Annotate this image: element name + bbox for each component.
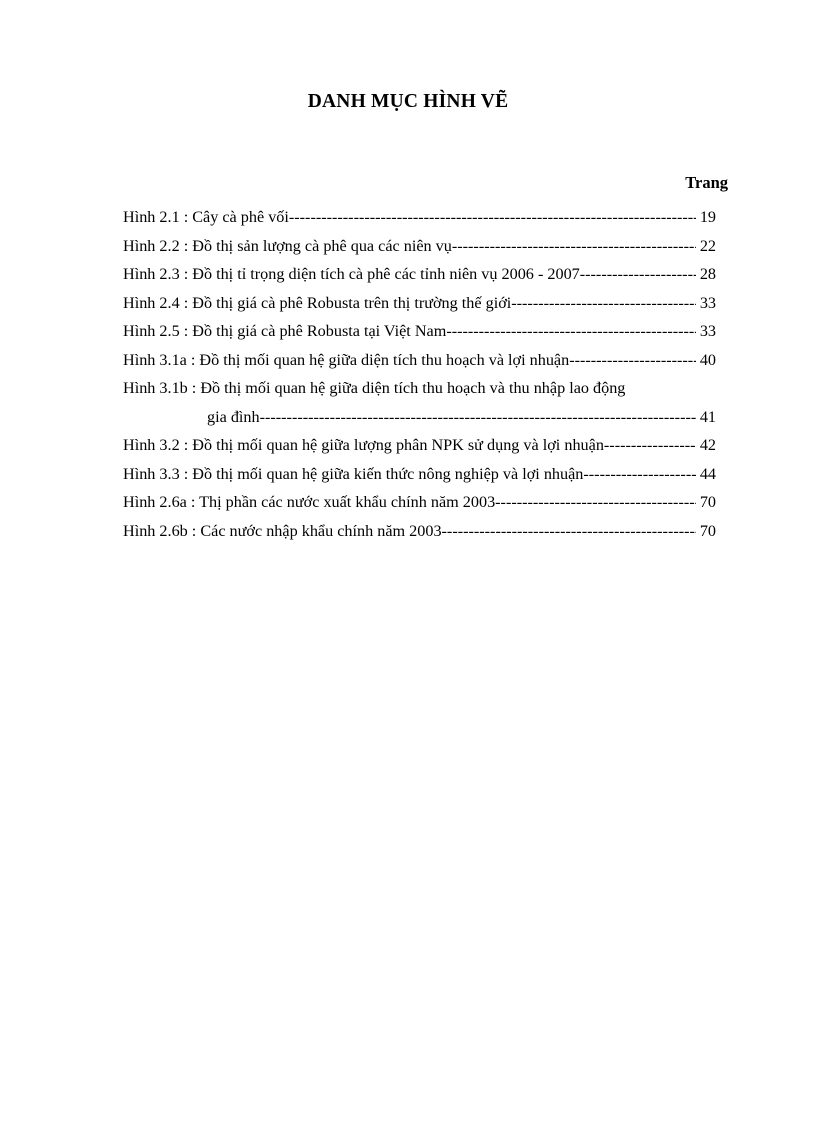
list-item bbox=[123, 264, 716, 293]
dot-leader bbox=[452, 236, 696, 256]
list-item bbox=[123, 464, 716, 493]
entry-title: Hình 2.4 : Đồ thị giá cà phê Robusta trên thị trường thế giới bbox=[123, 293, 512, 312]
entry-title: Hình 2.2 : Đồ thị sản lượng cà phê qua các niên vụ bbox=[123, 236, 452, 255]
entry-page-number: 19 bbox=[699, 208, 716, 226]
dot-leader bbox=[580, 264, 696, 284]
dot-leader bbox=[260, 407, 696, 427]
list-item bbox=[123, 492, 716, 521]
entry-page-number: 22 bbox=[699, 236, 716, 255]
dot-leader bbox=[442, 521, 696, 541]
entry-page-number: 33 bbox=[699, 293, 716, 312]
dot-leader bbox=[446, 321, 695, 341]
entry-title: Hình 2.5 : Đồ thị giá cà phê Robusta tại Việt Nam bbox=[123, 322, 447, 340]
entry-title-continuation: gia đình bbox=[207, 407, 260, 426]
page-title: DANH MỤC HÌNH VẼ bbox=[307, 91, 509, 112]
entry-page-number: 33 bbox=[699, 322, 716, 340]
entry-page-number: 28 bbox=[699, 265, 716, 283]
entry-title: Hình 3.1a : Đồ thị mối quan hệ giữa diện tích thu hoạch và lợi nhuận bbox=[123, 350, 570, 369]
list-item bbox=[123, 521, 716, 550]
page-column-header: Trang bbox=[685, 173, 728, 192]
entry-title: Hình 3.2 : Đồ thị mối quan hệ giữa lượng phân NPK sử dụng và lợi nhuận bbox=[123, 436, 604, 454]
entry-page-number: 42 bbox=[699, 436, 716, 454]
list-item bbox=[123, 207, 716, 236]
entry-page-number: 41 bbox=[699, 407, 716, 426]
entry-page-number: 44 bbox=[699, 464, 716, 483]
entry-page-number: 70 bbox=[699, 493, 716, 511]
entry-page-number: 70 bbox=[699, 521, 716, 540]
list-item-continuation bbox=[123, 407, 716, 436]
dot-leader bbox=[583, 464, 695, 484]
list-item bbox=[123, 435, 716, 464]
dot-leader bbox=[604, 435, 696, 455]
dot-leader bbox=[495, 492, 696, 512]
list-item bbox=[123, 350, 716, 379]
list-item bbox=[123, 293, 716, 322]
list-item bbox=[123, 321, 716, 350]
dot-leader bbox=[569, 350, 696, 370]
entry-title: Hình 2.3 : Đồ thị tỉ trọng diện tích cà phê các tỉnh niên vụ 2006 - 2007 bbox=[123, 265, 580, 283]
dot-leader bbox=[511, 293, 696, 313]
entry-title: Hình 2.1 : Cây cà phê vối bbox=[123, 208, 289, 226]
list-item bbox=[123, 236, 716, 265]
entry-title: Hình 2.6a : Thị phần các nước xuất khẩu chính năm 2003 bbox=[123, 493, 496, 511]
entry-title: Hình 3.1b : Đồ thị mối quan hệ giữa diện tích thu hoạch và thu nhập lao động bbox=[123, 379, 626, 397]
dot-leader bbox=[289, 207, 696, 227]
entry-page-number: 40 bbox=[699, 350, 716, 369]
entry-title: Hình 2.6b : Các nước nhập khẩu chính năm 2003 bbox=[123, 521, 442, 540]
entry-title: Hình 3.3 : Đồ thị mối quan hệ giữa kiến thức nông nghiệp và lợi nhuận bbox=[123, 464, 584, 483]
figure-list bbox=[123, 207, 716, 549]
list-item-first-line bbox=[123, 378, 716, 407]
